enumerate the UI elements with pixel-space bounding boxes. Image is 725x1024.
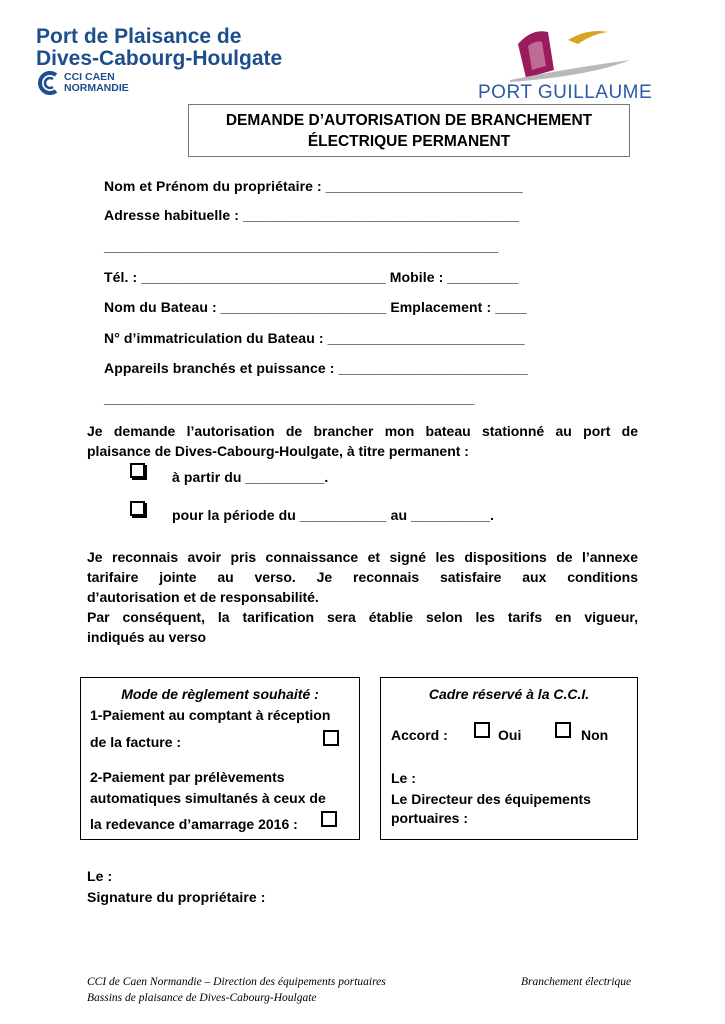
acknowledge-line1: Je reconnais avoir pris connaissance et signé les dispositions de l’annexe [87,549,638,565]
request-paragraph [87,421,638,461]
accord-non-label: Non [581,727,609,743]
footer-left-line1: CCI de Caen Normandie – Direction des équipements portuaires [87,976,386,988]
acknowledge-line2: tarifaire jointe au verso. Je reconnais satisfaire aux conditions [87,569,638,585]
request-line2: plaisance de Dives-Cabourg-Houlgate, à titre permanent : [87,443,469,459]
payment-heading: Mode de règlement souhaité : [121,686,319,702]
cci-c-icon [36,70,62,96]
cci-box-heading: Cadre réservé à la C.C.I. [428,686,590,702]
address-field[interactable]: Adresse habituelle : ___________________________________ [104,207,520,223]
boat-name-field[interactable]: Nom du Bateau : _____________________ Emplacement : ____ [104,299,527,315]
from-date-checkbox[interactable] [130,463,145,478]
accord-non-checkbox[interactable] [555,722,571,738]
title-line2: ÉLECTRIQUE PERMANENT [307,133,511,150]
payment-opt2-line3: la redevance d’amarrage 2016 : [90,816,298,832]
org-title-line2: Dives-Cabourg-Houlgate [36,47,283,70]
period-option: pour la période du ___________ au __________. [172,507,495,523]
request-line1: Je demande l’autorisation de brancher mon bateau stationné au port de [87,423,638,439]
org-title [36,26,282,70]
cci-logo [36,70,166,98]
acknowledge-paragraph [87,547,638,647]
payment-mode-box [80,677,360,840]
phone-field[interactable]: Tél. : _______________________________ Mobile : _________ [104,269,519,285]
from-date-option: à partir du __________. [172,469,329,485]
footer-right: Branchement électrique [521,976,632,988]
direct-debit-checkbox[interactable] [321,811,337,827]
payment-opt2-line1: 2-Paiement par prélèvements [90,769,285,785]
acknowledge-line3: d’autorisation et de responsabilité. [87,589,319,605]
document-title [188,104,630,157]
payment-opt1-line1: 1-Paiement au comptant à réception [90,707,331,723]
cash-payment-checkbox[interactable] [323,730,339,746]
cci-reserved-box [380,677,638,840]
director-line1: Le Directeur des équipements [391,791,591,807]
payment-opt2-line2: automatiques simultanés à ceux de [90,790,326,806]
port-guillaume-text: PORT GUILLAUME [478,82,653,103]
appliances-field[interactable]: Appareils branchés et puissance : ________________________ [104,360,528,376]
acknowledge-line5: indiqués au verso [87,629,207,645]
appliances-line2-field[interactable]: _______________________________________________ [104,390,475,406]
address-line2-field[interactable]: __________________________________________________ [104,238,499,254]
registration-field[interactable]: N° d’immatriculation du Bateau : _________________________ [104,330,525,346]
owner-name-field[interactable]: Nom et Prénom du propriétaire : _________________________ [104,178,523,194]
footer-left-line2: Bassins de plaisance de Dives-Cabourg-Houlgate [87,992,317,1004]
accord-label: Accord : [391,727,448,743]
cci-line2: NORMANDIE [64,82,129,94]
period-checkbox[interactable] [130,501,145,516]
title-line1: DEMANDE D’AUTORISATION DE BRANCHEMENT [225,112,593,129]
port-guillaume-logo [470,22,653,104]
acknowledge-line4: Par conséquent, la tarification sera établie selon les tarifs en vigueur, [87,609,638,625]
director-line2: portuaires : [391,810,469,826]
signature-date-label: Le : [87,868,113,884]
signature-label: Signature du propriétaire : [87,889,266,905]
accord-oui-label: Oui [498,727,522,743]
sail-icon [470,22,650,84]
accord-oui-checkbox[interactable] [474,722,490,738]
cci-date-label: Le : [391,770,416,786]
org-title-line1: Port de Plaisance de [36,25,242,48]
payment-opt1-line2: de la facture : [90,734,182,750]
cci-line1: CCI CAEN [64,71,115,83]
